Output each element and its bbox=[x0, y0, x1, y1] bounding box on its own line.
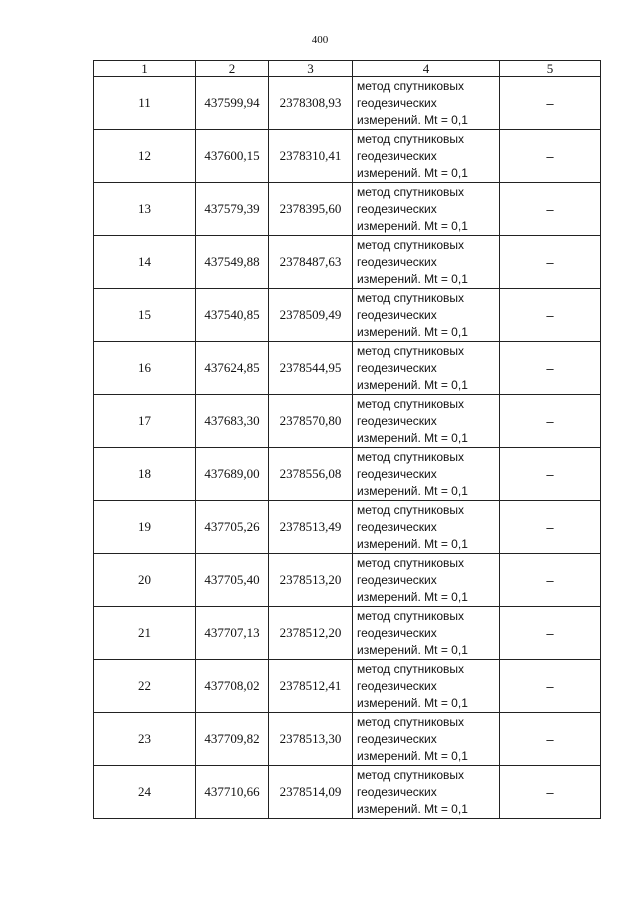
point-number-cell: 14 bbox=[94, 236, 196, 289]
point-number-cell: 15 bbox=[94, 289, 196, 342]
method-line: измерений. Mt = 0,1 bbox=[357, 218, 468, 233]
x-coordinate-cell: 437599,94 bbox=[196, 77, 269, 130]
method-line: метод спутниковых bbox=[357, 184, 465, 199]
table-row bbox=[94, 713, 601, 766]
method-line: геодезических bbox=[357, 519, 437, 534]
method-line: метод спутниковых bbox=[357, 449, 465, 464]
note-cell: – bbox=[500, 660, 601, 713]
point-number-cell: 19 bbox=[94, 501, 196, 554]
method-line: измерений. Mt = 0,1 bbox=[357, 748, 468, 763]
method-line: метод спутниковых bbox=[357, 555, 465, 570]
point-number-cell: 18 bbox=[94, 448, 196, 501]
method-cell bbox=[353, 713, 500, 766]
method-cell bbox=[353, 77, 500, 130]
y-coordinate-cell: 2378512,41 bbox=[269, 660, 353, 713]
y-coordinate-cell: 2378556,08 bbox=[269, 448, 353, 501]
method-line: измерений. Mt = 0,1 bbox=[357, 377, 468, 392]
method-line: метод спутниковых bbox=[357, 290, 465, 305]
table-row bbox=[94, 130, 601, 183]
x-coordinate-cell: 437600,15 bbox=[196, 130, 269, 183]
point-number-cell: 21 bbox=[94, 607, 196, 660]
method-line: геодезических bbox=[357, 413, 437, 428]
note-cell: – bbox=[500, 448, 601, 501]
method-line: геодезических bbox=[357, 678, 437, 693]
table-row bbox=[94, 607, 601, 660]
table-body bbox=[94, 77, 601, 819]
method-line: геодезических bbox=[357, 731, 437, 746]
y-coordinate-cell: 2378513,30 bbox=[269, 713, 353, 766]
header-col-1: 1 bbox=[94, 61, 196, 77]
table-row bbox=[94, 501, 601, 554]
method-cell bbox=[353, 395, 500, 448]
table-row bbox=[94, 448, 601, 501]
method-line: измерений. Mt = 0,1 bbox=[357, 483, 468, 498]
table-row bbox=[94, 236, 601, 289]
x-coordinate-cell: 437549,88 bbox=[196, 236, 269, 289]
method-line: метод спутниковых bbox=[357, 343, 465, 358]
method-cell bbox=[353, 766, 500, 819]
method-line: метод спутниковых bbox=[357, 502, 465, 517]
method-cell bbox=[353, 342, 500, 395]
header-col-2: 2 bbox=[196, 61, 269, 77]
y-coordinate-cell: 2378308,93 bbox=[269, 77, 353, 130]
point-number-cell: 17 bbox=[94, 395, 196, 448]
method-line: измерений. Mt = 0,1 bbox=[357, 430, 468, 445]
method-line: измерений. Mt = 0,1 bbox=[357, 165, 468, 180]
note-cell: – bbox=[500, 77, 601, 130]
method-line: метод спутниковых bbox=[357, 714, 465, 729]
method-line: метод спутниковых bbox=[357, 396, 465, 411]
method-cell bbox=[353, 554, 500, 607]
method-line: измерений. Mt = 0,1 bbox=[357, 589, 468, 604]
method-line: геодезических bbox=[357, 95, 437, 110]
note-cell: – bbox=[500, 713, 601, 766]
method-line: геодезических bbox=[357, 360, 437, 375]
note-cell: – bbox=[500, 607, 601, 660]
x-coordinate-cell: 437710,66 bbox=[196, 766, 269, 819]
method-cell bbox=[353, 236, 500, 289]
method-cell bbox=[353, 289, 500, 342]
page-number: 400 bbox=[311, 34, 329, 46]
method-cell bbox=[353, 448, 500, 501]
table-row bbox=[94, 766, 601, 819]
point-number-cell: 24 bbox=[94, 766, 196, 819]
y-coordinate-cell: 2378570,80 bbox=[269, 395, 353, 448]
method-line: метод спутниковых bbox=[357, 661, 465, 676]
method-cell bbox=[353, 130, 500, 183]
method-line: метод спутниковых bbox=[357, 237, 465, 252]
point-number-cell: 11 bbox=[94, 77, 196, 130]
header-col-3: 3 bbox=[269, 61, 353, 77]
point-number-cell: 23 bbox=[94, 713, 196, 766]
table-row bbox=[94, 342, 601, 395]
y-coordinate-cell: 2378310,41 bbox=[269, 130, 353, 183]
method-line: измерений. Mt = 0,1 bbox=[357, 536, 468, 551]
x-coordinate-cell: 437705,26 bbox=[196, 501, 269, 554]
point-number-cell: 12 bbox=[94, 130, 196, 183]
method-line: измерений. Mt = 0,1 bbox=[357, 642, 468, 657]
x-coordinate-cell: 437579,39 bbox=[196, 183, 269, 236]
method-cell bbox=[353, 660, 500, 713]
y-coordinate-cell: 2378512,20 bbox=[269, 607, 353, 660]
method-line: геодезических bbox=[357, 466, 437, 481]
method-line: измерений. Mt = 0,1 bbox=[357, 112, 468, 127]
method-line: метод спутниковых bbox=[357, 131, 465, 146]
note-cell: – bbox=[500, 236, 601, 289]
method-line: геодезических bbox=[357, 572, 437, 587]
note-cell: – bbox=[500, 130, 601, 183]
method-cell bbox=[353, 607, 500, 660]
point-number-cell: 22 bbox=[94, 660, 196, 713]
note-cell: – bbox=[500, 183, 601, 236]
table-row bbox=[94, 395, 601, 448]
header-col-5: 5 bbox=[500, 61, 601, 77]
x-coordinate-cell: 437708,02 bbox=[196, 660, 269, 713]
x-coordinate-cell: 437709,82 bbox=[196, 713, 269, 766]
x-coordinate-cell: 437707,13 bbox=[196, 607, 269, 660]
y-coordinate-cell: 2378487,63 bbox=[269, 236, 353, 289]
header-row bbox=[94, 61, 601, 77]
method-line: геодезических bbox=[357, 254, 437, 269]
method-line: измерений. Mt = 0,1 bbox=[357, 324, 468, 339]
x-coordinate-cell: 437540,85 bbox=[196, 289, 269, 342]
note-cell: – bbox=[500, 395, 601, 448]
point-number-cell: 20 bbox=[94, 554, 196, 607]
note-cell: – bbox=[500, 554, 601, 607]
method-line: геодезических bbox=[357, 201, 437, 216]
x-coordinate-cell: 437683,30 bbox=[196, 395, 269, 448]
y-coordinate-cell: 2378514,09 bbox=[269, 766, 353, 819]
y-coordinate-cell: 2378509,49 bbox=[269, 289, 353, 342]
y-coordinate-cell: 2378395,60 bbox=[269, 183, 353, 236]
point-number-cell: 13 bbox=[94, 183, 196, 236]
method-cell bbox=[353, 183, 500, 236]
method-cell bbox=[353, 501, 500, 554]
method-line: метод спутниковых bbox=[357, 78, 465, 93]
x-coordinate-cell: 437624,85 bbox=[196, 342, 269, 395]
method-line: измерений. Mt = 0,1 bbox=[357, 695, 468, 710]
method-line: метод спутниковых bbox=[357, 608, 465, 623]
table-row bbox=[94, 554, 601, 607]
note-cell: – bbox=[500, 766, 601, 819]
method-line: геодезических bbox=[357, 148, 437, 163]
x-coordinate-cell: 437705,40 bbox=[196, 554, 269, 607]
table-row bbox=[94, 183, 601, 236]
coordinates-table bbox=[93, 60, 601, 819]
y-coordinate-cell: 2378513,20 bbox=[269, 554, 353, 607]
header-col-4: 4 bbox=[353, 61, 500, 77]
y-coordinate-cell: 2378513,49 bbox=[269, 501, 353, 554]
note-cell: – bbox=[500, 501, 601, 554]
note-cell: – bbox=[500, 289, 601, 342]
method-line: геодезических bbox=[357, 307, 437, 322]
point-number-cell: 16 bbox=[94, 342, 196, 395]
table-row bbox=[94, 660, 601, 713]
method-line: измерений. Mt = 0,1 bbox=[357, 271, 468, 286]
method-line: геодезических bbox=[357, 625, 437, 640]
x-coordinate-cell: 437689,00 bbox=[196, 448, 269, 501]
method-line: метод спутниковых bbox=[357, 767, 465, 782]
table-row bbox=[94, 289, 601, 342]
table-row bbox=[94, 77, 601, 130]
table-header bbox=[94, 61, 601, 77]
note-cell: – bbox=[500, 342, 601, 395]
method-line: геодезических bbox=[357, 784, 437, 799]
y-coordinate-cell: 2378544,95 bbox=[269, 342, 353, 395]
method-line: измерений. Mt = 0,1 bbox=[357, 801, 468, 816]
